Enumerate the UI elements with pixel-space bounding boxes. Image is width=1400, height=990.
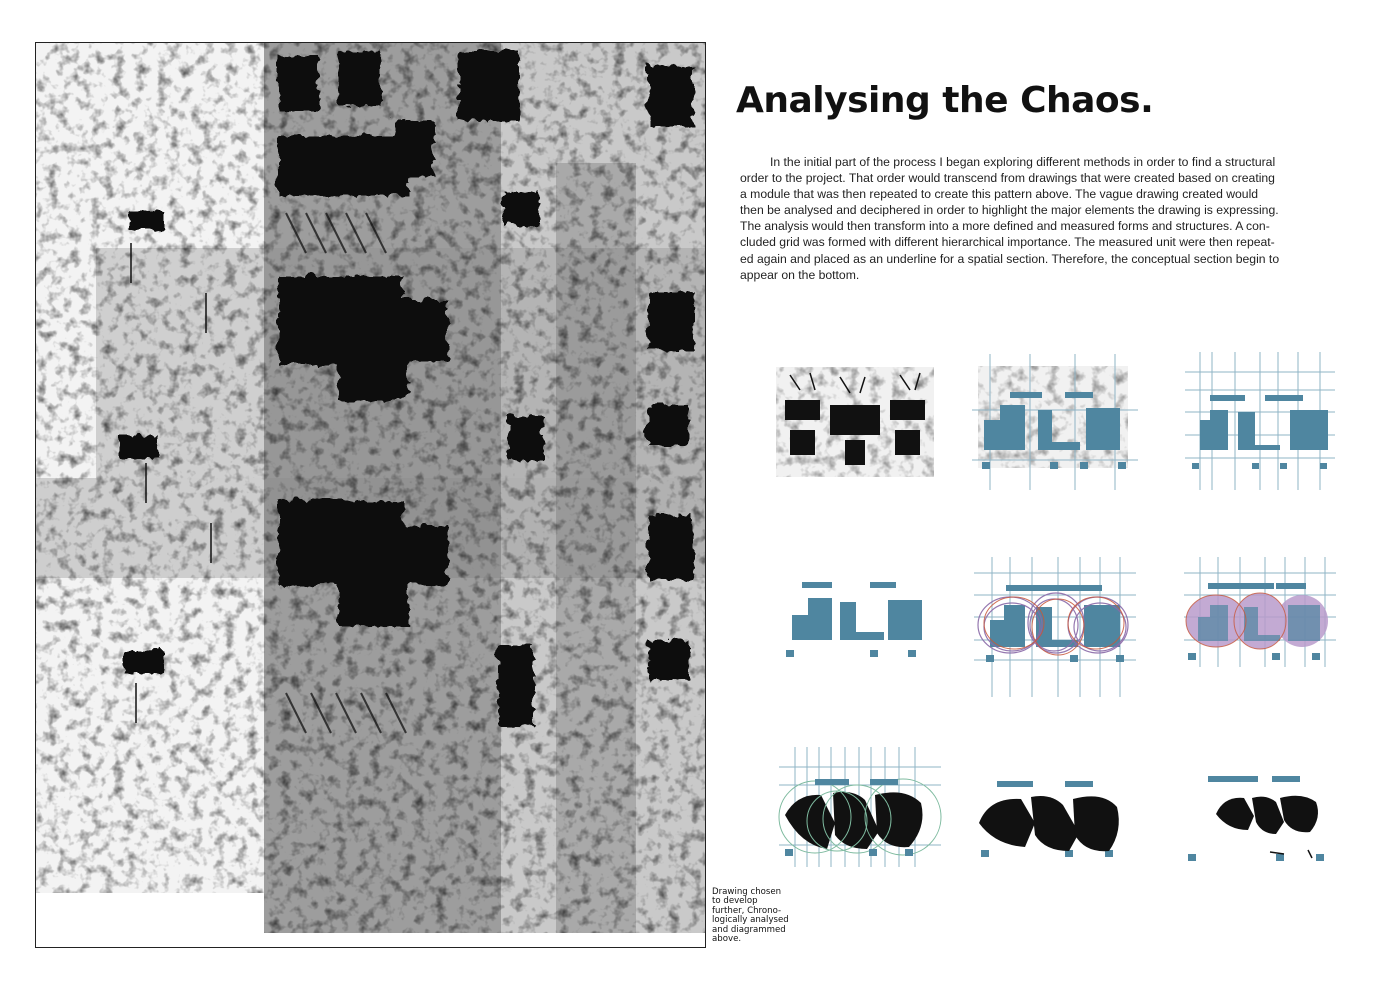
ink-drawing-icon <box>36 43 706 948</box>
caption-line: Drawing chosen <box>712 887 782 897</box>
diagram-step-6 <box>1180 555 1340 670</box>
body-line: order to the project. That order would transcend from drawings that were created based on creating <box>740 171 1275 186</box>
diagram-step-1 <box>770 355 940 485</box>
caption-line: above. <box>712 934 742 945</box>
page-title: Analysing the Chaos. <box>736 80 1154 121</box>
diagram-step-5 <box>970 555 1140 700</box>
section-simplified-icon <box>1180 770 1330 865</box>
section-circles-icon <box>775 745 945 870</box>
drawing-overlay-icon <box>970 350 1140 495</box>
body-line: appear on the bottom. <box>740 267 860 282</box>
caption-line: and diagrammed <box>712 924 786 935</box>
grid-blocks-icon <box>1180 350 1340 495</box>
caption-line: further, Chrono- <box>712 905 782 916</box>
body-line: The analysis would then transform into a more defined and measured forms and structures. A con- <box>740 219 1270 234</box>
body-line: then be analysed and deciphered in order to highlight the major elements the drawing is expressing. <box>740 203 1279 218</box>
diagram-step-3 <box>1180 350 1340 495</box>
body-line: ed again and placed as an underline for a spatial section. Therefore, the conceptual section begin to <box>740 251 1280 266</box>
blocks-icon <box>780 570 930 670</box>
artwork-caption <box>712 888 792 944</box>
caption-line: to develop <box>712 896 758 907</box>
body-line: cluded grid was formed with different hierarchical importance. The measured unit were then repeat- <box>740 235 1275 250</box>
body-line: In the initial part of the process I began exploring different methods in order to find a structural <box>770 155 1276 169</box>
diagram-step-9 <box>1180 770 1330 865</box>
body-line: a module that was then repeated to create this pattern above. The vague drawing created would <box>740 187 1259 202</box>
purple-forms-icon <box>1180 555 1340 670</box>
diagram-step-2 <box>970 350 1140 495</box>
body-paragraph <box>740 154 1340 283</box>
diagram-step-8 <box>975 775 1135 865</box>
ink-drawing-panel <box>35 42 706 948</box>
diagram-step-7 <box>775 745 945 870</box>
caption-line: logically analysed <box>712 915 789 926</box>
ink-drawing-icon <box>770 355 940 485</box>
section-forms-icon <box>975 775 1135 865</box>
diagram-step-4 <box>780 570 930 670</box>
scribble-grid-icon <box>970 555 1140 700</box>
